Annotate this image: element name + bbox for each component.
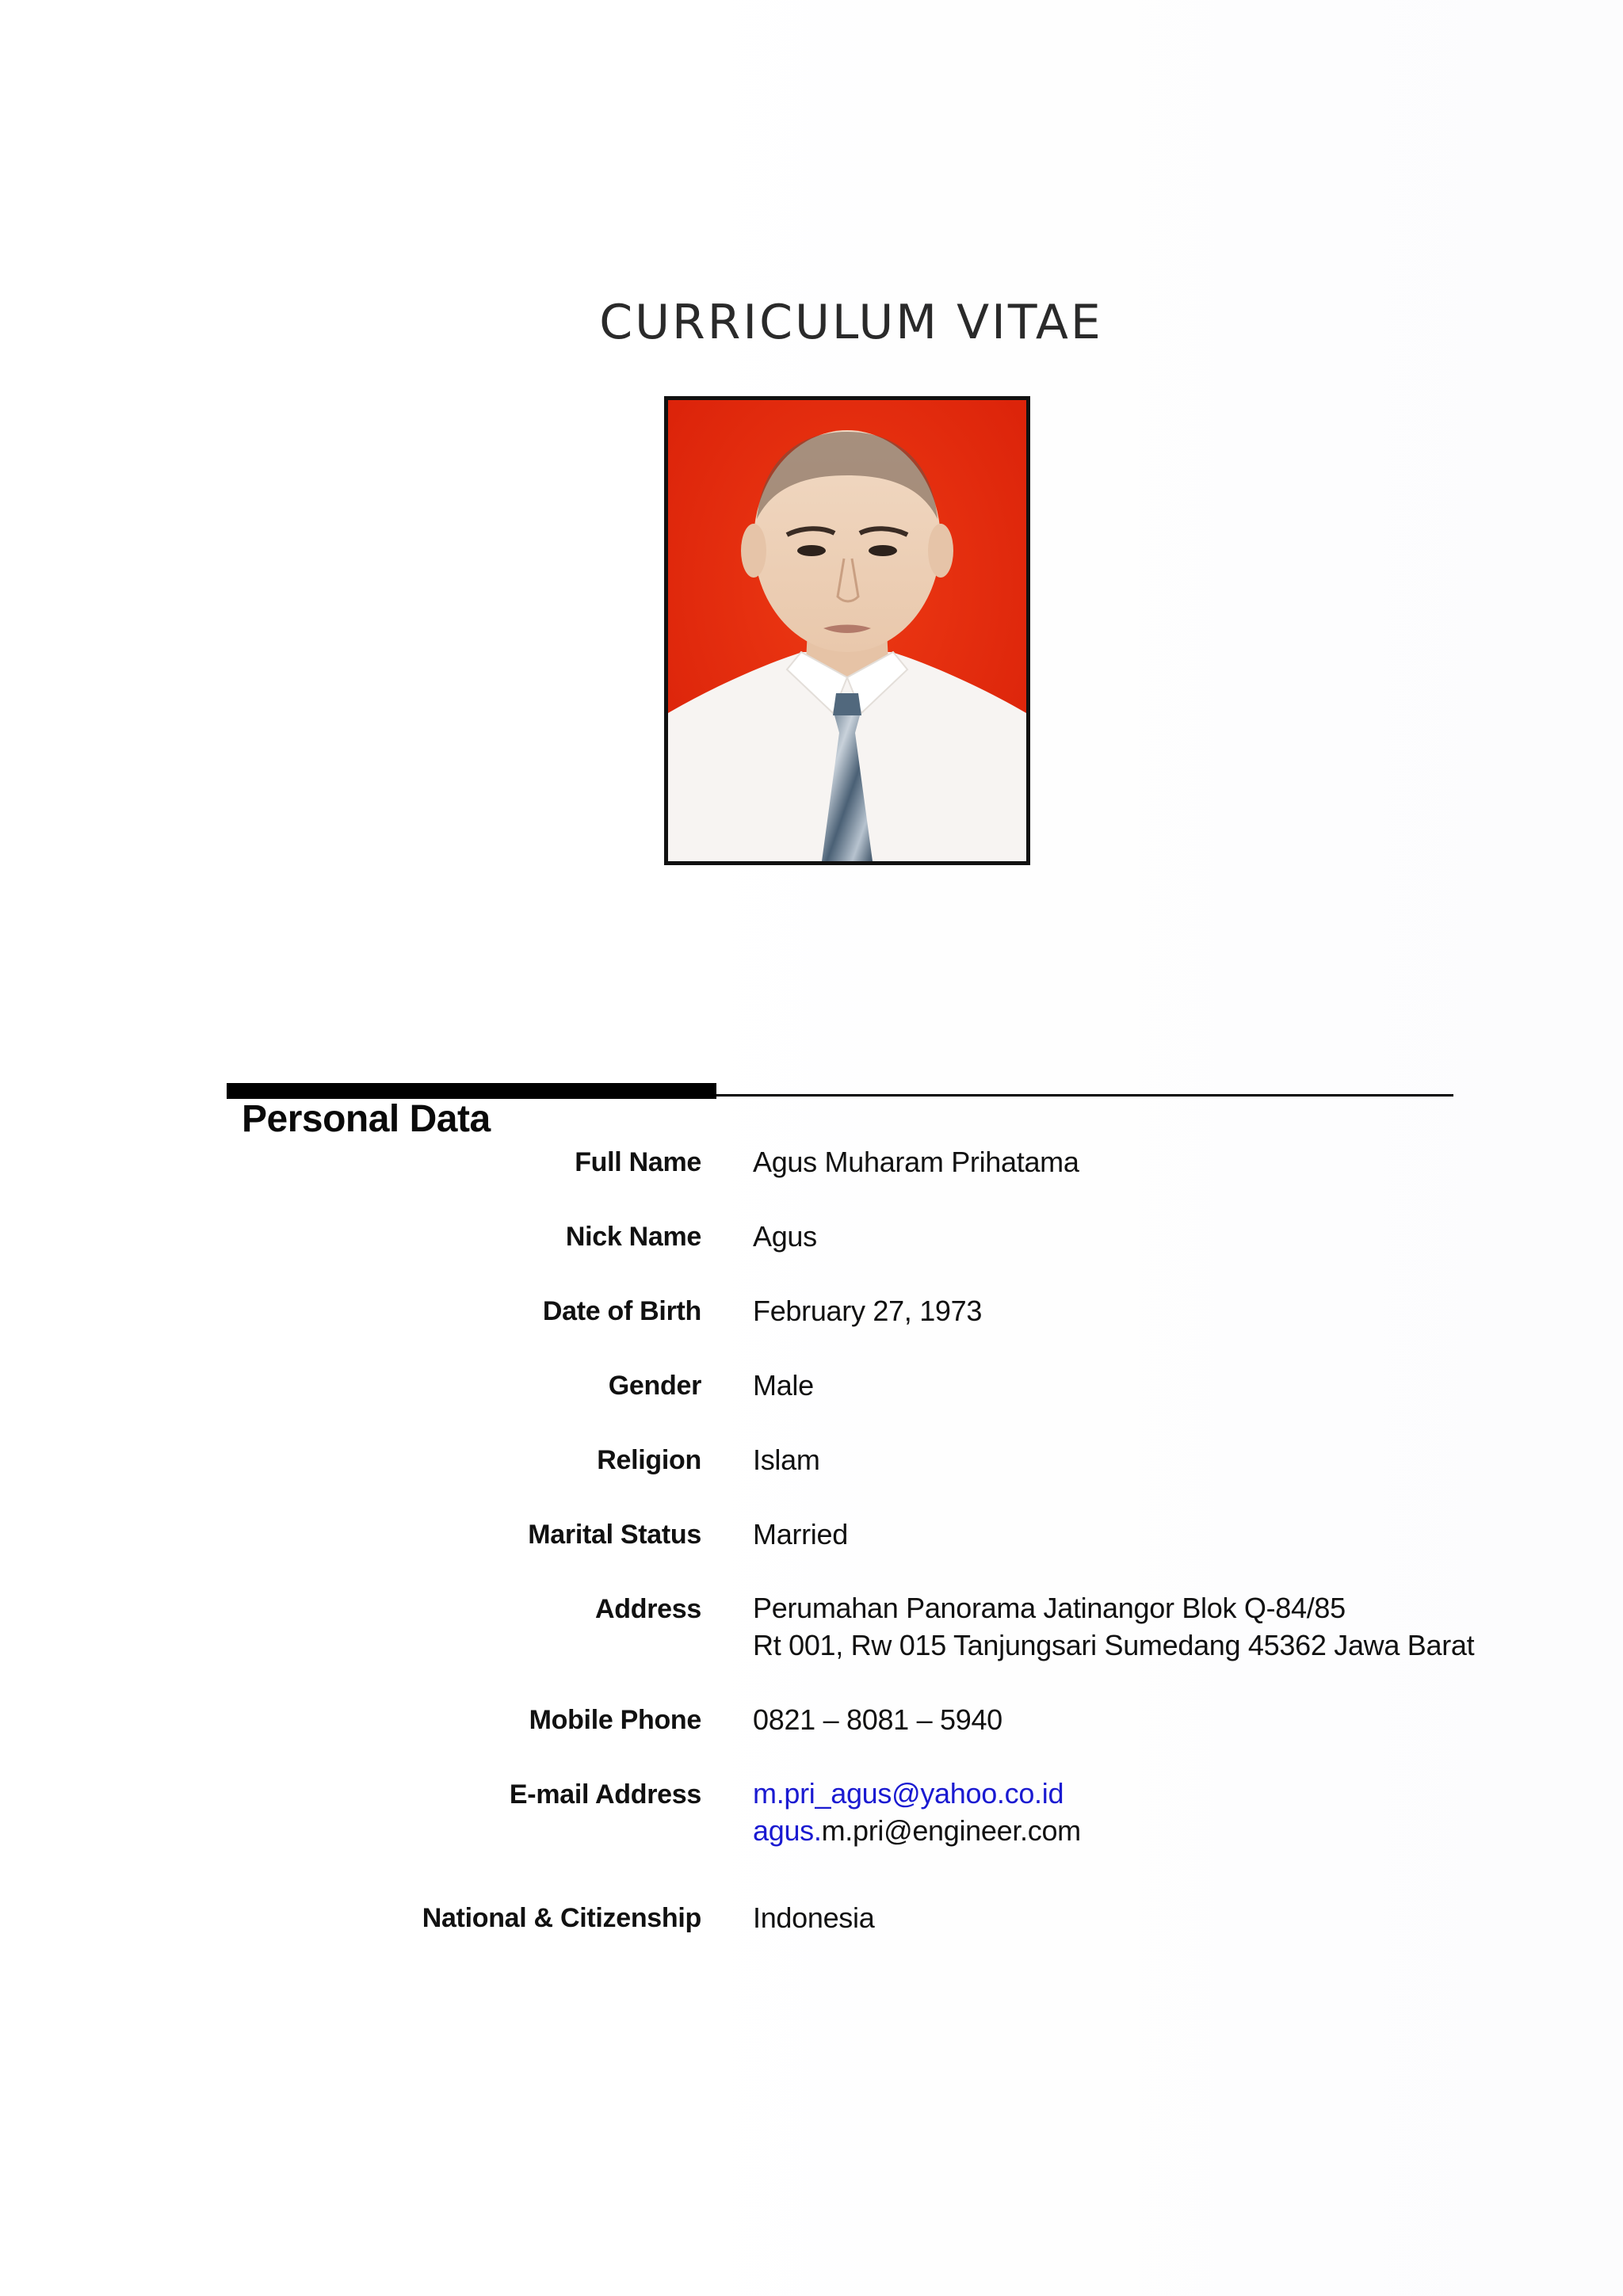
value-email-address: [753, 1775, 1081, 1849]
document-title: CURRICULUM VITAE: [599, 295, 1103, 350]
value-address: [753, 1589, 1474, 1664]
label-email-address: E-mail Address: [509, 1779, 701, 1810]
address-line-1: Perumahan Panorama Jatinangor Blok Q-84/85: [753, 1592, 1346, 1624]
email-link-engineer-rest: m.pri@engineer.com: [821, 1814, 1081, 1847]
email-link-engineer[interactable]: [753, 1812, 1081, 1849]
value-date-of-birth: February 27, 1973: [753, 1295, 983, 1327]
value-marital-status: Married: [753, 1518, 848, 1550]
label-nick-name: Nick Name: [565, 1222, 701, 1252]
address-line-2: Rt 001, Rw 015 Tanjungsari Sumedang 45362 Jawa Barat: [753, 1629, 1475, 1661]
label-full-name: Full Name: [575, 1147, 701, 1177]
label-mobile-phone: Mobile Phone: [529, 1705, 701, 1735]
value-nick-name: Agus: [753, 1220, 817, 1253]
value-full-name: Agus Muharam Prihatama: [753, 1146, 1079, 1178]
value-gender: Male: [753, 1369, 814, 1402]
value-citizenship: Indonesia: [753, 1901, 875, 1934]
label-date-of-birth: Date of Birth: [542, 1296, 701, 1326]
email-link-engineer-prefix: agus.: [753, 1814, 822, 1847]
section-title-personal-data: Personal Data: [242, 1098, 491, 1140]
value-mobile-phone: 0821 – 8081 – 5940: [753, 1703, 1002, 1736]
label-citizenship: National & Citizenship: [422, 1903, 701, 1933]
label-gender: Gender: [608, 1371, 701, 1401]
label-address: Address: [595, 1594, 701, 1624]
value-religion: Islam: [753, 1444, 820, 1476]
portrait-photo: [664, 396, 1030, 865]
section-rule-thin: [716, 1094, 1453, 1097]
email-link-yahoo[interactable]: m.pri_agus@yahoo.co.id: [753, 1777, 1064, 1810]
label-marital-status: Marital Status: [528, 1520, 701, 1550]
portrait-illustration: [668, 400, 1026, 861]
label-religion: Religion: [597, 1445, 701, 1475]
section-rule-thick: [227, 1083, 716, 1099]
